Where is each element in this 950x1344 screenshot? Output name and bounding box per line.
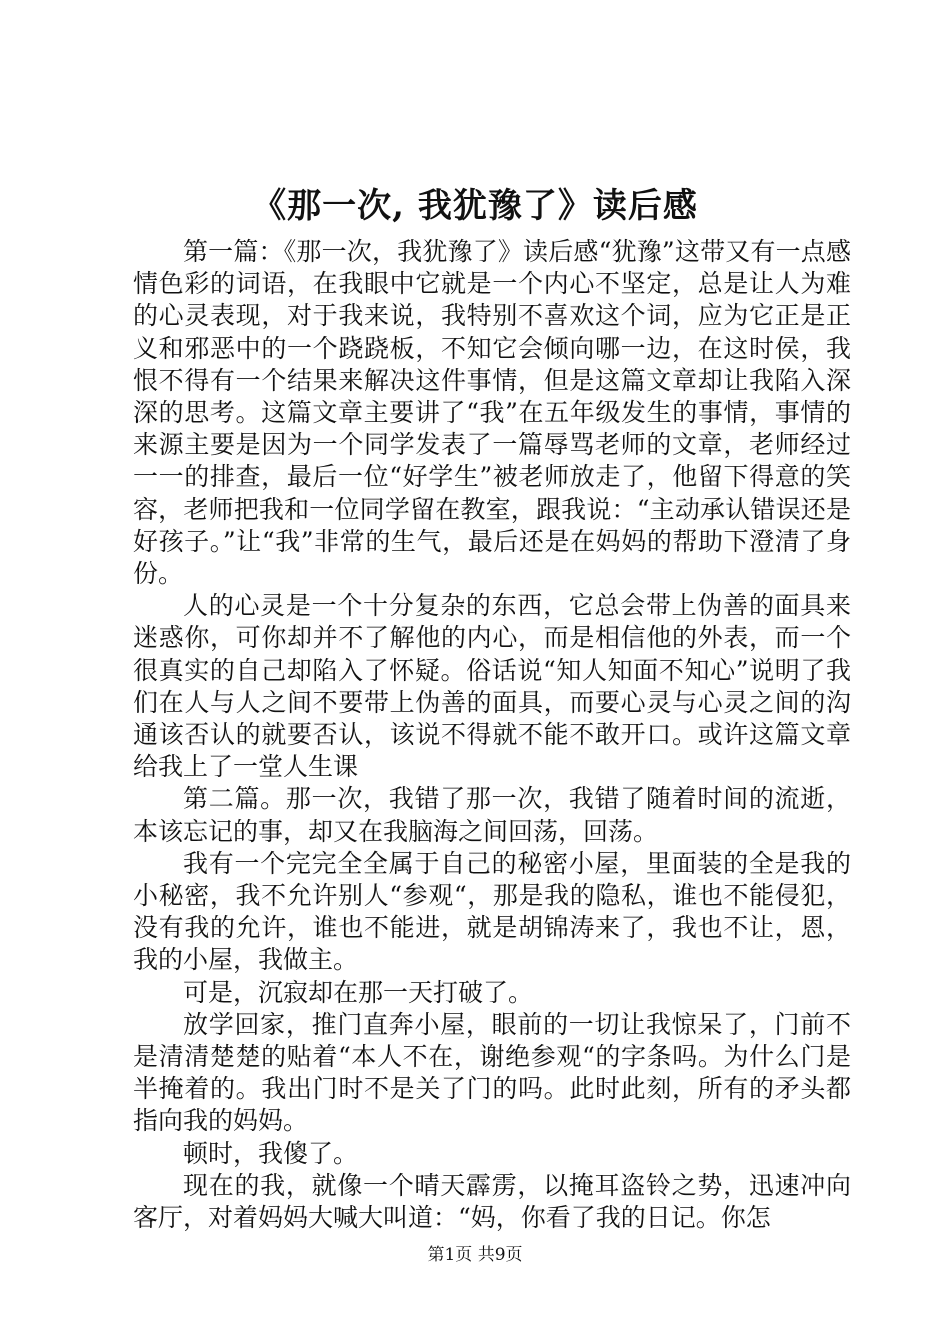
paragraph-1: 第一篇：《那一次，我犹豫了》读后感“犹豫”这带又有一点感情色彩的词语，在我眼中它就是一个内心不坚定，总是让人为难的心灵表现，对于我来说，我特别不喜欢这个词，应为它正是正义和邪恶中的一个跷跷板，不知它会倾向哪一边，在这时侯，我恨不得有一个结果来解决这件事情，但是这篇文章却让我陷入深深的思考。这篇文章主要讲了“我”在五年级发生的事情，事情的来源主要是因为一个同学发表了一篇辱骂老师的文章，老师经过一一的排查，最后一位“好学生”被老师放走了，他留下得意的笑容，老师把我和一位同学留在教室，跟我说：“主动承认错误还是好孩子。”让“我”非常的生气，最后还是在妈妈的帮助下澄清了身份。 [133,237,851,589]
paragraph-8: 现在的我，就像一个晴天霹雳，以掩耳盗铃之势，迅速冲向客厅，对着妈妈大喊大叫道：“妈，你看了我的日记。你怎 [133,1170,851,1233]
document-body [133,236,851,1234]
paragraph-7: 顿时，我傻了。 [183,1138,359,1168]
paragraph-6: 放学回家，推门直奔小屋，眼前的一切让我惊呆了，门前不是清清楚楚的贴着“本人不在，谢绝参观“的字条吗。为什么门是半掩着的。我出门时不是关了门的吗。此时此刻，所有的矛头都指向我的妈妈。 [133,1009,851,1136]
document-title: 《那一次, 我犹豫了》读后感 [252,186,698,226]
paragraph-2: 人的心灵是一个十分复杂的东西，它总会带上伪善的面具来迷惑你，可你却并不了解他的内心，而是相信他的外表，而一个很真实的自己却陷入了怀疑。俗话说“知人知面不知心”说明了我们在人与人之间不要带上伪善的面具，而要心灵与心灵之间的沟通该否认的就要否认，该说不得就不能不敢开口。或许这篇文章给我上了一堂人生课 [133,591,851,782]
page-footer: 第1页 共9页 [427,1245,523,1265]
paragraph-4: 我有一个完完全全属于自己的秘密小屋，里面装的全是我的小秘密，我不允许别人“参观“，那是我的隐私，谁也不能侵犯，没有我的允许，谁也不能进，就是胡锦涛来了，我也不让，恩，我的小屋，我做主。 [133,848,851,975]
paragraph-3: 第二篇。那一次，我错了那一次，我错了随着时间的流逝，本该忘记的事，却又在我脑海之间回荡，回荡。 [133,784,851,846]
paragraph-5: 可是，沉寂却在那一天打破了。 [183,977,534,1007]
